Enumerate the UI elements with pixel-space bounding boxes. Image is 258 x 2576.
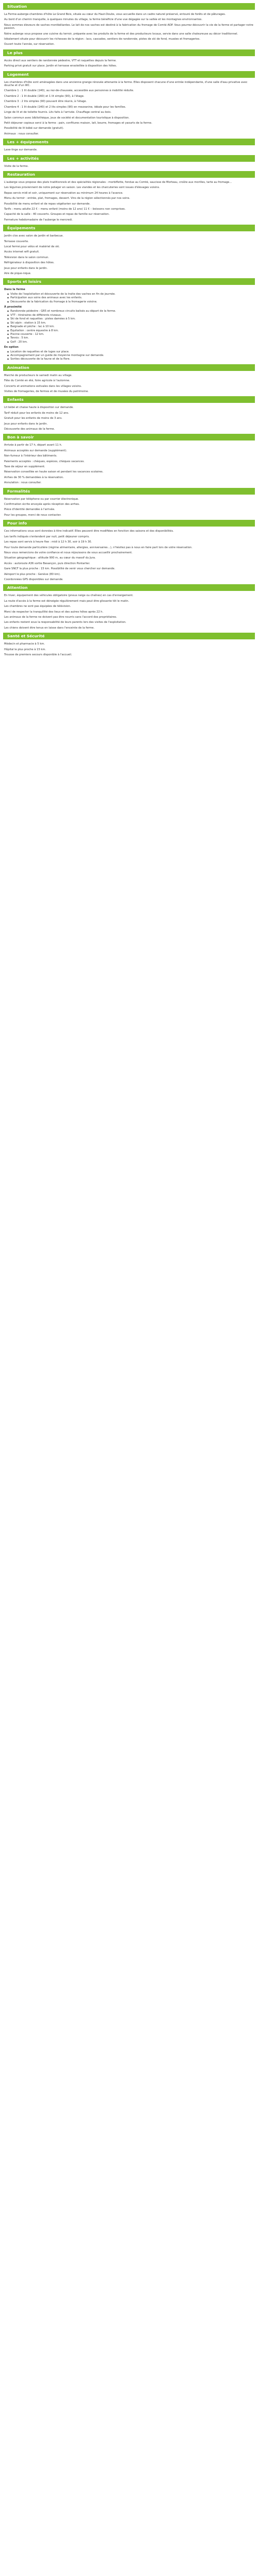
paragraph: Les animaux de la ferme ne doivent pas être nourris sans l'accord des propriétaires.: [4, 615, 117, 619]
list-item: ◆ Participation aux soins des animaux avec les enfants.: [7, 296, 254, 299]
paragraph: Concerts et animations estivales dans les villages voisins.: [4, 384, 82, 388]
paragraph: Annulation : nous consulter.: [4, 481, 42, 485]
paragraph: Hôpital le plus proche à 15 km.: [4, 648, 46, 651]
paragraph: Visites de fromageries, de fermes et de musées du patrimoine.: [4, 389, 89, 393]
section-header-activites: Les + activités: [3, 155, 255, 162]
paragraph: Ces informations vous sont données à titre indicatif. Elles peuvent être modifiées en fonction des saisons et des disponibilités.: [4, 530, 174, 533]
paragraph: La Ferme-auberge-chambres d'hôte Le Grand Bois, située au cœur du Haut-Doubs, vous accueille dans un cadre naturel préservé, entouré de forêts et de pâturages.: [4, 13, 226, 16]
paragraph: Non-fumeur à l'intérieur des bâtiments.: [4, 454, 57, 458]
paragraph: Coordonnées GPS disponibles sur demande.: [4, 578, 63, 581]
paragraph: Nous vous remercions de votre confiance et nous réjouissons de vous accueillir prochainement.: [4, 551, 133, 554]
paragraph: Possibilité de menu enfant et de repas végétarien sur demande.: [4, 202, 91, 206]
section-header-sports: Sports et loisirs: [3, 278, 255, 285]
paragraph: Ouvert toute l'année, sur réservation.: [4, 43, 55, 46]
paragraph: En hiver, équipement des véhicules obligatoire (pneus neige ou chaînes) en cas d'enneigement.: [4, 594, 134, 598]
paragraph: Les chiens doivent être tenus en laisse dans l'enceinte de la ferme.: [4, 626, 95, 630]
paragraph: L'auberge vous propose des plats traditionnels et des spécialités régionales : morbiflette, fondue au Comté, saucisse de Morteau, croûte aux morilles, tarte au fromage…: [4, 180, 232, 184]
section-body-logement: [3, 81, 255, 135]
list-item: ◆ Tennis : 5 km.: [7, 336, 254, 340]
section-header-formalites: Formalités: [3, 488, 255, 495]
paragraph: La route d'accès à la ferme est déneigée régulièrement mais peut être glissante tôt le matin.: [4, 599, 130, 603]
paragraph: Les chambres d'hôte sont aménagées dans une ancienne grange rénovée attenante à la ferme. Elles disposent chacune d'une entrée indépendante, d'une salle d'eau privative avec douche et d'un WC.: [4, 80, 248, 88]
section-body-activites: [3, 165, 255, 168]
paragraph: Tarifs : menu adulte 22 € – menu enfant (moins de 12 ans) 11 € – boissons non comprises.: [4, 207, 126, 211]
paragraph: Jeux pour enfants dans le jardin.: [4, 422, 48, 426]
section-header-equipements: Les + équipements: [3, 139, 255, 145]
subsection-list: [4, 350, 254, 361]
paragraph: Taxe de séjour en supplément.: [4, 465, 45, 469]
paragraph: Visite de la ferme.: [4, 164, 29, 168]
section-header-animation: Animation: [3, 364, 255, 371]
list-item: ◆ Randonnée pédestre : GR5 et nombreux circuits balisés au départ de la ferme.: [7, 310, 254, 313]
paragraph: Situation géographique : altitude 900 m, au cœur du massif du Jura.: [4, 556, 96, 560]
paragraph: Pour les groupes, merci de nous contacter.: [4, 513, 61, 517]
subsection-title: Dans la ferme: [4, 288, 25, 292]
paragraph: Salon commun avec bibliothèque, jeux de société et documentation touristique à disposition.: [4, 116, 130, 120]
paragraph: Chambre 1 : 1 lit double (140), au rez-de-chaussée, accessible aux personnes à mobilité réduite.: [4, 89, 134, 93]
paragraph: Accès internet wifi gratuit.: [4, 250, 40, 254]
section-body-animation: [3, 374, 255, 394]
section-body-restauration: [3, 181, 255, 222]
paragraph: Paiements acceptés : chèques, espèces, chèques vacances.: [4, 460, 85, 463]
paragraph: Les repas sont servis à heure fixe : midi à 12 h 30, soir à 19 h 30.: [4, 540, 92, 544]
section-header-enfants: Enfants: [3, 396, 255, 403]
section-header-lieu: Le plus: [3, 49, 255, 56]
paragraph: Gratuit pour les enfants de moins de 3 ans.: [4, 417, 62, 420]
paragraph: Repas servis midi et soir, uniquement sur réservation au minimum 24 heures à l'avance.: [4, 191, 123, 195]
paragraph: Possibilité de lit bébé sur demande (gratuit).: [4, 127, 64, 130]
paragraph: Local fermé pour vélos et matériel de ski.: [4, 245, 60, 248]
paragraph: Pièce d'identité demandée à l'arrivée.: [4, 508, 55, 512]
paragraph: Les chambres ne sont pas équipées de télévision.: [4, 605, 71, 608]
list-item: ◆ Sorties découverte de la faune et de la flore.: [7, 358, 254, 361]
section-body-enfants: [3, 406, 255, 431]
paragraph: Petit déjeuner copieux servi à la ferme : pain, confitures maison, lait, beurre, fromages et yaourts de la ferme.: [4, 121, 152, 125]
list-item: ◆ Piscine couverte : 12 km.: [7, 333, 254, 336]
paragraph: Chambre 3 : 2 lits simples (90) pouvant être réunis, à l'étage.: [4, 100, 87, 104]
paragraph: Télévision dans le salon commun.: [4, 256, 50, 259]
paragraph: Réservation conseillée en haute saison et pendant les vacances scolaires.: [4, 470, 104, 474]
paragraph: Accès : autoroute A36 sortie Besançon, puis direction Pontarlier.: [4, 562, 90, 565]
paragraph: Les enfants restent sous la responsabilité de leurs parents lors des visites de l'exploitation.: [4, 621, 126, 624]
subsection-list: [4, 293, 254, 303]
paragraph: Nous sommes éleveurs de vaches montbéliardes. Le lait de nos vaches est destiné à la fabrication du fromage de Comté AOP. Vous pourrez découvrir la vie de la ferme et partager notre passion.: [4, 23, 253, 30]
section-header-sante: Santé et Sécurité: [3, 633, 255, 639]
section-body-pour-info: [3, 530, 255, 581]
paragraph: Animaux acceptés sur demande (supplément).: [4, 449, 67, 452]
paragraph: Marché de producteurs le samedi matin au village.: [4, 374, 72, 377]
paragraph: Arrhes de 30 % demandées à la réservation.: [4, 476, 64, 479]
paragraph: Médecin et pharmacie à 5 km.: [4, 642, 45, 646]
list-item: ◆ Golf : 20 km.: [7, 341, 254, 344]
subsection-title: À proximité: [4, 306, 22, 309]
section-body-bon-a-savoir: [3, 444, 255, 484]
paragraph: Linge de lit et de toilette fournis. Lits faits à l'arrivée. Chauffage central au bois.: [4, 111, 111, 114]
paragraph: Merci de respecter la tranquillité des lieux et des autres hôtes après 22 h.: [4, 610, 104, 614]
section-header-situation: Situation: [3, 3, 255, 10]
paragraph: Capacité de la salle : 40 couverts. Groupes et repas de famille sur réservation.: [4, 213, 110, 216]
section-header-restauration: Restauration: [3, 171, 255, 178]
subsection-title: En option: [4, 346, 19, 349]
section-body-attention: [3, 594, 255, 630]
section-body-situation: [3, 13, 255, 46]
list-item: ◆ Découverte de la fabrication du fromage à la fromagerie voisine.: [7, 300, 254, 303]
section-body-equipements: [3, 148, 255, 151]
paragraph: Accès direct aux sentiers de randonnée pédestre, VTT et raquettes depuis la ferme.: [4, 59, 117, 62]
paragraph: Menu du terroir : entrée, plat, fromages, dessert. Vins de la région sélectionnés par nos soins.: [4, 197, 131, 200]
paragraph: Tarif réduit pour les enfants de moins de 12 ans.: [4, 411, 69, 415]
section-body-equipement-detail: [3, 234, 255, 275]
paragraph: Animaux : nous consulter.: [4, 132, 39, 135]
paragraph: Gare SNCF la plus proche : 15 km. Possibilité de venir vous chercher sur demande.: [4, 567, 116, 571]
paragraph: Réfrigérateur à disposition des hôtes.: [4, 261, 55, 265]
paragraph: Aéroport le plus proche : Genève (80 km).: [4, 572, 61, 576]
paragraph: Lit bébé et chaise haute à disposition sur demande.: [4, 406, 74, 410]
paragraph: Découverte des animaux de la ferme.: [4, 428, 55, 431]
paragraph: Aire de pique-nique.: [4, 272, 31, 276]
paragraph: Les légumes proviennent de notre potager en saison. Les viandes et les charcuteries sont issues d'élevages voisins.: [4, 186, 160, 190]
paragraph: Trousse de premiers secours disponible à l'accueil.: [4, 653, 72, 656]
section-body-lieu: [3, 59, 255, 68]
section-header-bon-a-savoir: Bon à savoir: [3, 434, 255, 440]
paragraph: Parking privé gratuit sur place. Jardin et terrasse ensoleillée à disposition des hôtes.: [4, 64, 117, 68]
section-header-equipement-detail: Équipements: [3, 225, 255, 231]
list-item: ◆ VTT : itinéraires de différents niveaux.: [7, 314, 254, 317]
paragraph: Chambre 4 : 1 lit double (140) et 2 lits simples (90) en mezzanine, idéale pour les familles.: [4, 105, 126, 109]
paragraph: Fête du Comté en été, foire agricole à l'automne.: [4, 379, 70, 383]
section-header-logement: Logement: [3, 71, 255, 78]
paragraph: Lave-linge sur demande.: [4, 148, 38, 152]
list-item: ◆ Ski de fond et raquettes : pistes damées à 5 km.: [7, 317, 254, 320]
list-item: ◆ Ski alpin : station à 15 km.: [7, 321, 254, 325]
section-body-sante: [3, 642, 255, 656]
paragraph: Jardin clos avec salon de jardin et barbecue.: [4, 234, 64, 238]
paragraph: Idéalement située pour découvrir les richesses de la région : lacs, cascades, sentiers de randonnée, pistes de ski de fond, musées et fromageries.: [4, 38, 200, 41]
list-item: ◆ Location de raquettes et de luges sur place.: [7, 350, 254, 353]
paragraph: Au bord d'un chemin tranquille, à quelques minutes du village, la ferme bénéficie d'une vue dégagée sur la vallée et les montagnes environnantes.: [4, 18, 202, 22]
paragraph: Jeux pour enfants dans le jardin.: [4, 266, 48, 270]
paragraph: Arrivée à partir de 17 h, départ avant 11 h.: [4, 444, 62, 447]
section-body-formalites: [3, 498, 255, 517]
section-header-pour-info: Pour info: [3, 520, 255, 527]
paragraph: Confirmation écrite envoyée après réception des arrhes.: [4, 503, 80, 506]
paragraph: Terrasse couverte.: [4, 240, 29, 243]
list-item: ◆ Accompagnement par un guide de moyenne montagne sur demande.: [7, 354, 254, 357]
paragraph: Chambre 2 : 1 lit double (160) et 1 lit simple (90), à l'étage.: [4, 94, 85, 98]
paragraph: Notre auberge vous propose une cuisine du terroir, préparée avec les produits de la ferme et des producteurs locaux, servie dans une salle chaleureuse au décor traditionnel.: [4, 32, 238, 36]
paragraph: Les tarifs indiqués s'entendent par nuit, petit déjeuner compris.: [4, 535, 90, 538]
section-header-attention: Attention: [3, 584, 255, 591]
paragraph: Réservation par téléphone ou par courrier électronique.: [4, 497, 79, 501]
section-body-sports: [3, 288, 255, 361]
paragraph: Pour toute demande particulière (régime alimentaire, allergies, anniversaires…), n'hésitez pas à nous en faire part lors de votre réservation.: [4, 546, 192, 549]
list-item: ◆ Visite de l'exploitation et découverte de la traite des vaches en fin de journée.: [7, 293, 254, 296]
list-item: ◆ Baignade et pêche : lac à 10 km.: [7, 325, 254, 328]
list-item: ◆ Équitation : centre équestre à 8 km.: [7, 329, 254, 332]
paragraph: Fermeture hebdomadaire de l'auberge le mercredi.: [4, 218, 73, 222]
subsection-list: [4, 310, 254, 344]
